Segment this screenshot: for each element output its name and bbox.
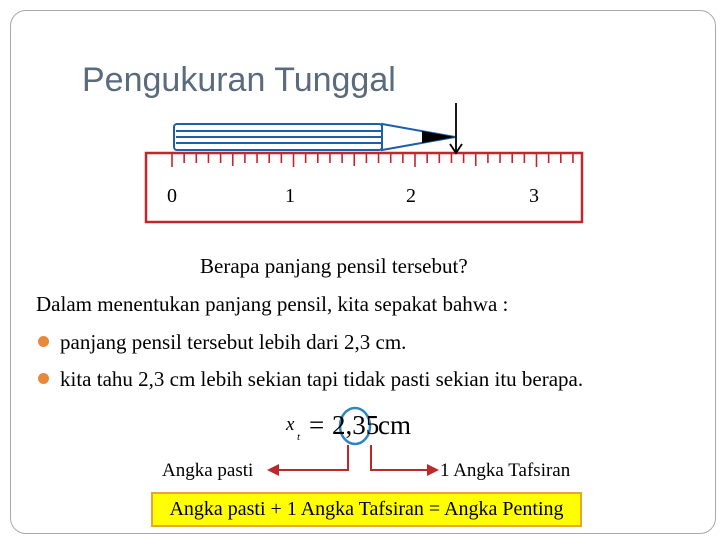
ruler-label-0: 0: [167, 185, 177, 207]
bullet-dot-icon: [38, 336, 49, 347]
slide-title: Pengukuran Tunggal: [82, 61, 396, 99]
equation-subscript: t: [297, 431, 301, 443]
question-text: Berapa panjang pensil tersebut?: [200, 254, 468, 278]
pointer-arrow-icon: [450, 103, 462, 153]
bullet-item: [36, 366, 583, 403]
formula-box: Angka pasti + 1 Angka Tafsiran = Angka Penting: [151, 492, 582, 527]
ruler-label-3: 3: [529, 185, 539, 207]
equation-certain-digits: 2,3: [332, 410, 366, 440]
arrow-to-estimated-digit: [371, 445, 439, 476]
ruler-label-1: 1: [285, 185, 295, 207]
label-estimated-digit: 1 Angka Tafsiran: [440, 460, 571, 481]
ruler-body: [146, 153, 582, 222]
pencil-icon: [174, 124, 455, 150]
bullet-text: panjang pensil tersebut lebih dari 2,3 cm.: [60, 330, 407, 354]
equation-unit: cm: [378, 410, 411, 440]
ruler: [146, 153, 582, 222]
arrow-to-certain-digits: [267, 445, 348, 476]
ruler-label-2: 2: [406, 185, 416, 207]
equation-variable: x: [286, 414, 295, 435]
bullet-item: [36, 329, 583, 366]
label-certain-digits: Angka pasti: [162, 460, 254, 481]
intro-text: Dalam menentukan panjang pensil, kita sepakat bahwa :: [36, 292, 509, 316]
equation-estimated-digit: 5: [365, 410, 380, 440]
ruler-ticks: [172, 153, 573, 167]
equation-sign: =: [309, 410, 325, 440]
bullet-list: [36, 329, 583, 403]
bullet-dot-icon: [38, 373, 49, 384]
bullet-text: kita tahu 2,3 cm lebih sekian tapi tidak pasti sekian itu berapa.: [60, 367, 584, 391]
equation-value: [332, 410, 379, 441]
